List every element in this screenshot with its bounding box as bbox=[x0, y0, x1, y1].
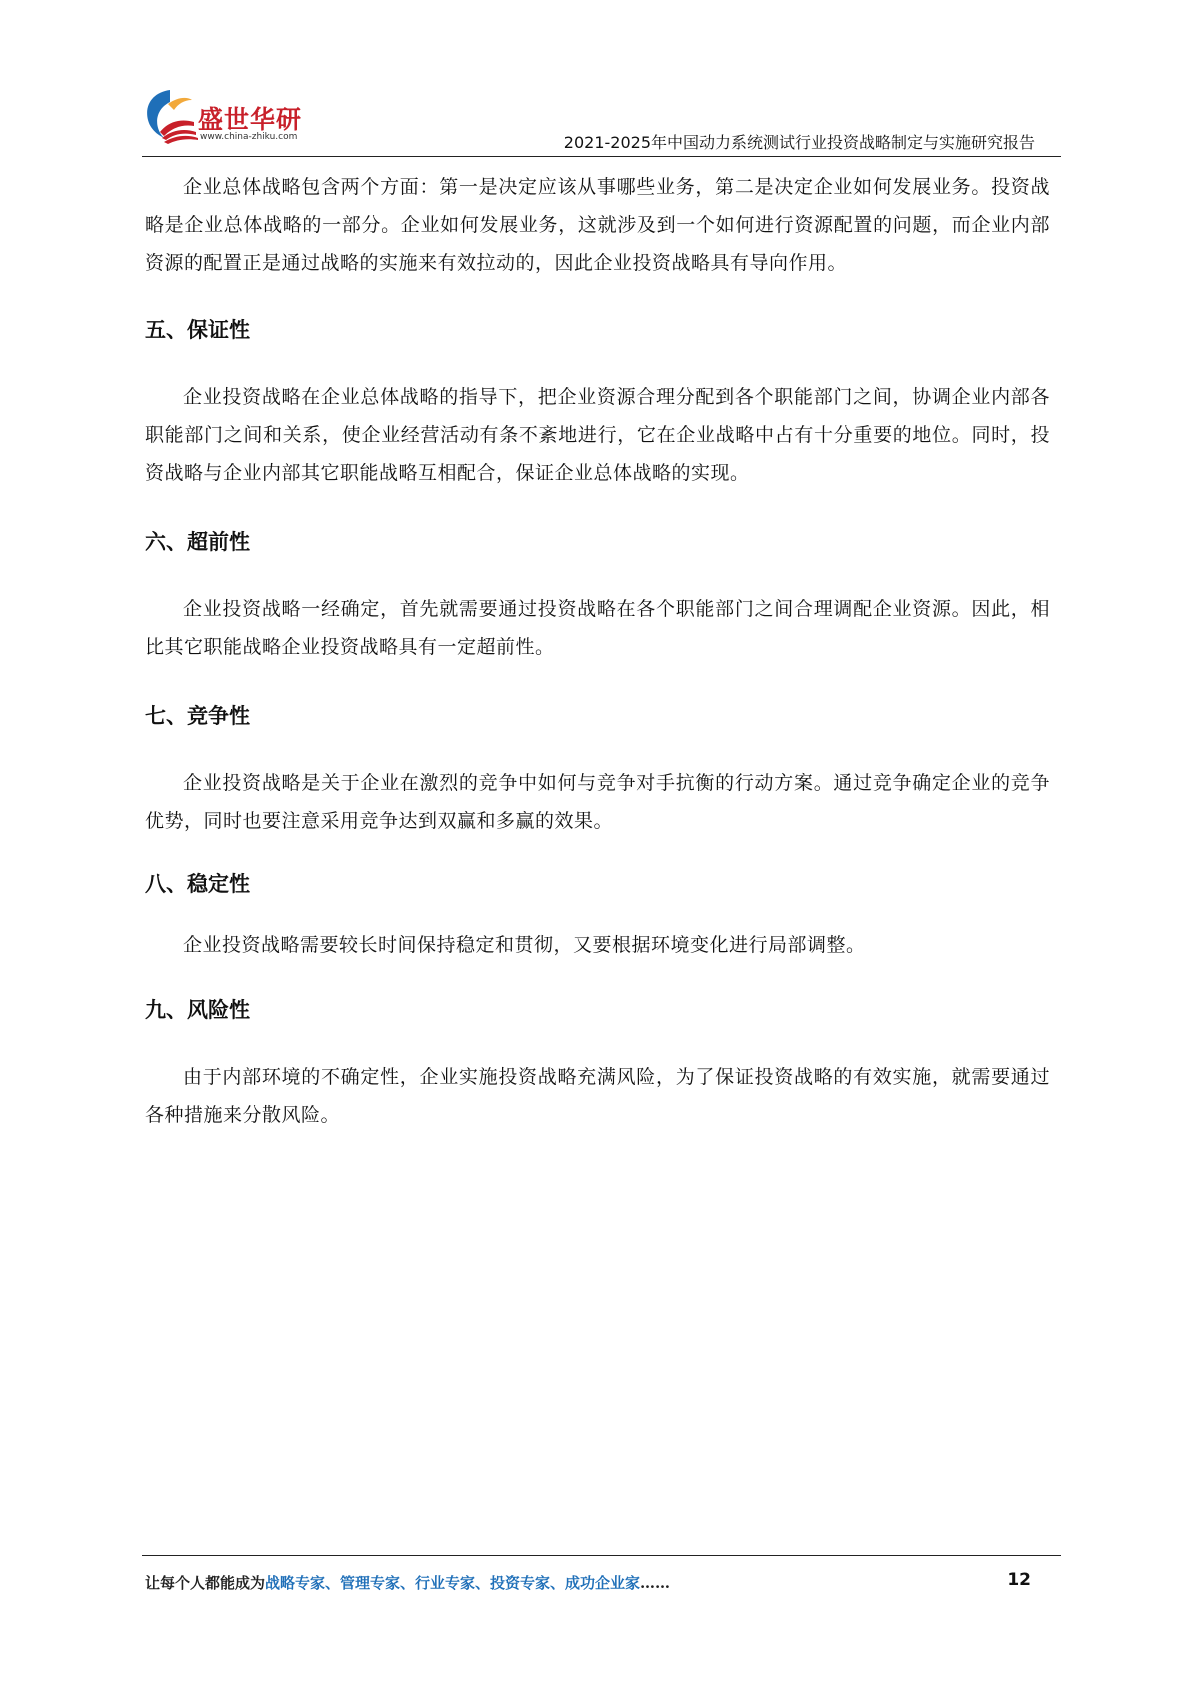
section-heading: 六、超前性 bbox=[145, 530, 250, 554]
page-number: 12 bbox=[1007, 1570, 1031, 1590]
footer-slogan bbox=[145, 1572, 670, 1593]
section-paragraph: 企业投资战略在企业总体战略的指导下，把企业资源合理分配到各个职能部门之间，协调企业内部各职能部门之间和关系，使企业经营活动有条不紊地进行，它在企业战略中占有十分重要的地位。同时，投资战略与企业内部其它职能战略互相配合，保证企业总体战略的实现。 bbox=[145, 386, 1050, 484]
section-heading: 七、竞争性 bbox=[145, 704, 250, 728]
header-divider bbox=[142, 156, 1061, 157]
report-title: 2021-2025年中国动力系统测试行业投资战略制定与实施研究报告 bbox=[563, 133, 1035, 152]
footer-prefix: 让每个人都能成为 bbox=[145, 1574, 266, 1592]
section-paragraph: 企业投资战略需要较长时间保持稳定和贯彻，又要根据环境变化进行局部调整。 bbox=[183, 934, 866, 956]
section-heading: 八、稳定性 bbox=[145, 872, 250, 896]
intro-paragraph: 企业总体战略包含两个方面：第一是决定应该从事哪些业务，第二是决定企业如何发展业务。投资战略是企业总体战略的一部分。企业如何发展业务，这就涉及到一个如何进行资源配置的问题，而企业内部资源的配置正是通过战略的实施来有效拉动的，因此企业投资战略具有导向作用。 bbox=[145, 176, 1050, 274]
section-paragraph: 由于内部环境的不确定性，企业实施投资战略充满风险，为了保证投资战略的有效实施，就需要通过各种措施来分散风险。 bbox=[145, 1066, 1050, 1126]
footer-suffix: …… bbox=[640, 1574, 671, 1592]
footer-highlight: 战略专家、管理专家、行业专家、投资专家、成功企业家 bbox=[265, 1574, 641, 1592]
document-body bbox=[145, 168, 1050, 1134]
logo-url: www.china-zhiku.com bbox=[200, 132, 298, 142]
section-heading: 五、保证性 bbox=[145, 318, 250, 342]
logo-text: 盛世华研 bbox=[198, 105, 303, 134]
section-paragraph: 企业投资战略一经确定，首先就需要通过投资战略在各个职能部门之间合理调配企业资源。因此，相比其它职能战略企业投资战略具有一定超前性。 bbox=[145, 598, 1050, 658]
section-paragraph: 企业投资战略是关于企业在激烈的竞争中如何与竞争对手抗衡的行动方案。通过竞争确定企业的竞争优势，同时也要注意采用竞争达到双赢和多赢的效果。 bbox=[145, 772, 1050, 832]
footer-divider bbox=[142, 1555, 1061, 1556]
section-heading: 九、风险性 bbox=[145, 998, 250, 1022]
